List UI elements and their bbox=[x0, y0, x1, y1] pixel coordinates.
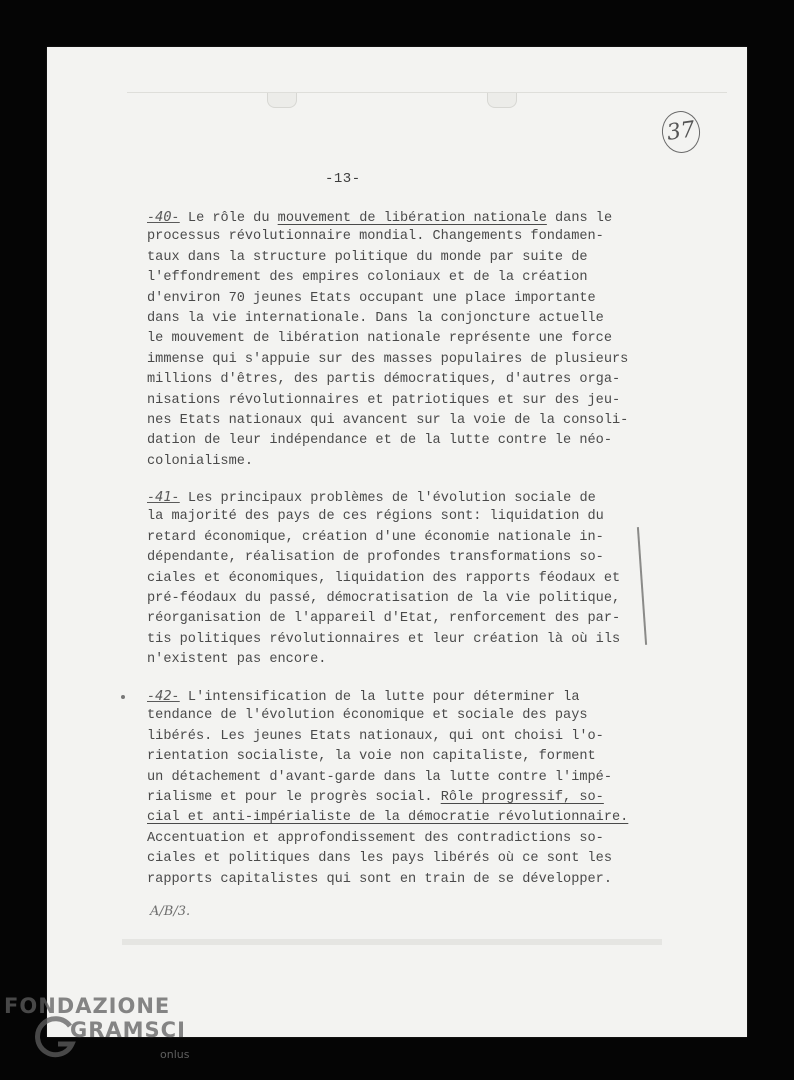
text-line bbox=[147, 808, 647, 828]
text-run: Le rôle du bbox=[179, 211, 278, 226]
text-run: tis politiques révolutionnaires et leur création là où ils bbox=[147, 631, 621, 647]
text-line bbox=[147, 248, 647, 268]
text-run: processus révolutionnaire mondial. Changements fondamen- bbox=[147, 229, 604, 245]
text-run: rientation socialiste, la voie non capitaliste, forment bbox=[147, 749, 596, 765]
watermark-line1: FONDAZIONE bbox=[4, 994, 171, 1018]
page-edge-rule bbox=[127, 92, 727, 93]
text-line bbox=[147, 727, 647, 747]
paragraph-42 bbox=[147, 686, 647, 890]
text-line bbox=[147, 650, 647, 670]
text-run: rialisme et pour le progrès social. bbox=[147, 789, 441, 805]
text-run: dation de leur indépendance et de la lutte contre le néo- bbox=[147, 433, 612, 449]
paper-clip-mark bbox=[487, 93, 517, 108]
text-run: Accentuation et approfondissement des contradictions so- bbox=[147, 830, 604, 846]
text-line bbox=[147, 370, 647, 390]
text-run: d'environ 70 jeunes Etats occupant une place importante bbox=[147, 290, 596, 306]
text-line bbox=[147, 609, 647, 629]
text-line bbox=[147, 706, 647, 726]
text-line bbox=[147, 507, 647, 527]
text-line bbox=[147, 686, 647, 706]
text-run: un détachement d'avant-garde dans la lutte contre l'impé- bbox=[147, 769, 612, 785]
text-run: dans la vie internationale. Dans la conjoncture actuelle bbox=[147, 310, 604, 326]
text-run: retard économique, création d'une économie nationale in- bbox=[147, 529, 604, 545]
text-line bbox=[147, 768, 647, 788]
text-run: nes Etats nationaux qui avancent sur la voie de la consoli- bbox=[147, 412, 629, 428]
text-line bbox=[147, 788, 647, 808]
text-line bbox=[147, 350, 647, 370]
text-line bbox=[147, 747, 647, 767]
page-number: -13- bbox=[325, 171, 361, 187]
text-line bbox=[147, 829, 647, 849]
text-run: la majorité des pays de ces régions sont: liquidation du bbox=[147, 509, 604, 525]
text-run: l'effondrement des empires coloniaux et de la création bbox=[147, 270, 588, 286]
text-run: dépendante, réalisation de profondes transformations so- bbox=[147, 550, 604, 566]
paragraph-number: -42- bbox=[147, 688, 180, 704]
text-line bbox=[147, 589, 647, 609]
footer-reference: A/B/3. bbox=[150, 904, 191, 919]
document-page bbox=[47, 47, 747, 1037]
text-run: rapports capitalistes qui sont en train de se développer. bbox=[147, 871, 612, 887]
text-line bbox=[147, 391, 647, 411]
paragraph-41 bbox=[147, 487, 647, 671]
text-line bbox=[147, 207, 647, 227]
text-line bbox=[147, 487, 647, 507]
text-line bbox=[147, 849, 647, 869]
watermark-line2: GRAMSCI bbox=[70, 1018, 186, 1042]
text-line bbox=[147, 452, 647, 472]
text-run: L'intensification de la lutte pour déterminer la bbox=[179, 690, 580, 705]
text-line bbox=[147, 268, 647, 288]
text-run: n'existent pas encore. bbox=[147, 652, 327, 668]
text-line bbox=[147, 227, 647, 247]
fondazione-gramsci-watermark bbox=[4, 994, 204, 1074]
text-run: nisations révolutionnaires et patriotiques et sur des jeu- bbox=[147, 392, 621, 408]
underlined-text: Rôle progressif, so- bbox=[440, 789, 604, 805]
folio-number: 37 bbox=[659, 109, 702, 156]
paper-clip-mark bbox=[267, 93, 297, 108]
text-run: Les principaux problèmes de l'évolution sociale de bbox=[179, 491, 596, 506]
paragraph-40 bbox=[147, 207, 647, 472]
text-line bbox=[147, 548, 647, 568]
text-run: immense qui s'appuie sur des masses populaires de plusieurs bbox=[147, 351, 629, 367]
text-run: pré-féodaux du passé, démocratisation de la vie politique, bbox=[147, 590, 621, 606]
text-line bbox=[147, 569, 647, 589]
text-run: ciales et politiques dans les pays libérés où ce sont les bbox=[147, 851, 612, 867]
text-line bbox=[147, 309, 647, 329]
page-shadow-strip bbox=[122, 939, 662, 945]
text-run: millions d'êtres, des partis démocratiques, d'autres orga- bbox=[147, 372, 621, 388]
text-run: le mouvement de libération nationale représente une force bbox=[147, 331, 612, 347]
underlined-text: mouvement de libération nationale bbox=[277, 211, 547, 226]
text-line bbox=[147, 329, 647, 349]
paragraph-number: -41- bbox=[147, 489, 180, 505]
text-run: colonialisme. bbox=[147, 453, 254, 469]
text-run: tendance de l'évolution économique et sociale des pays bbox=[147, 708, 588, 724]
text-line bbox=[147, 289, 647, 309]
text-line bbox=[147, 528, 647, 548]
margin-dot bbox=[121, 695, 125, 699]
text-run: réorganisation de l'appareil d'Etat, renforcement des par- bbox=[147, 611, 621, 627]
text-line bbox=[147, 411, 647, 431]
text-run: dans le bbox=[546, 211, 613, 226]
paragraph-number: -40- bbox=[147, 209, 180, 225]
text-run: ciales et économiques, liquidation des rapports féodaux et bbox=[147, 570, 621, 586]
text-line bbox=[147, 870, 647, 890]
underlined-text: cial et anti-impérialiste de la démocratie révolutionnaire. bbox=[147, 810, 629, 826]
watermark-suffix: onlus bbox=[160, 1048, 190, 1061]
text-line bbox=[147, 431, 647, 451]
text-line bbox=[147, 630, 647, 650]
text-run: libérés. Les jeunes Etats nationaux, qui ont choisi l'o- bbox=[147, 728, 604, 744]
text-run: taux dans la structure politique du monde par suite de bbox=[147, 249, 588, 265]
